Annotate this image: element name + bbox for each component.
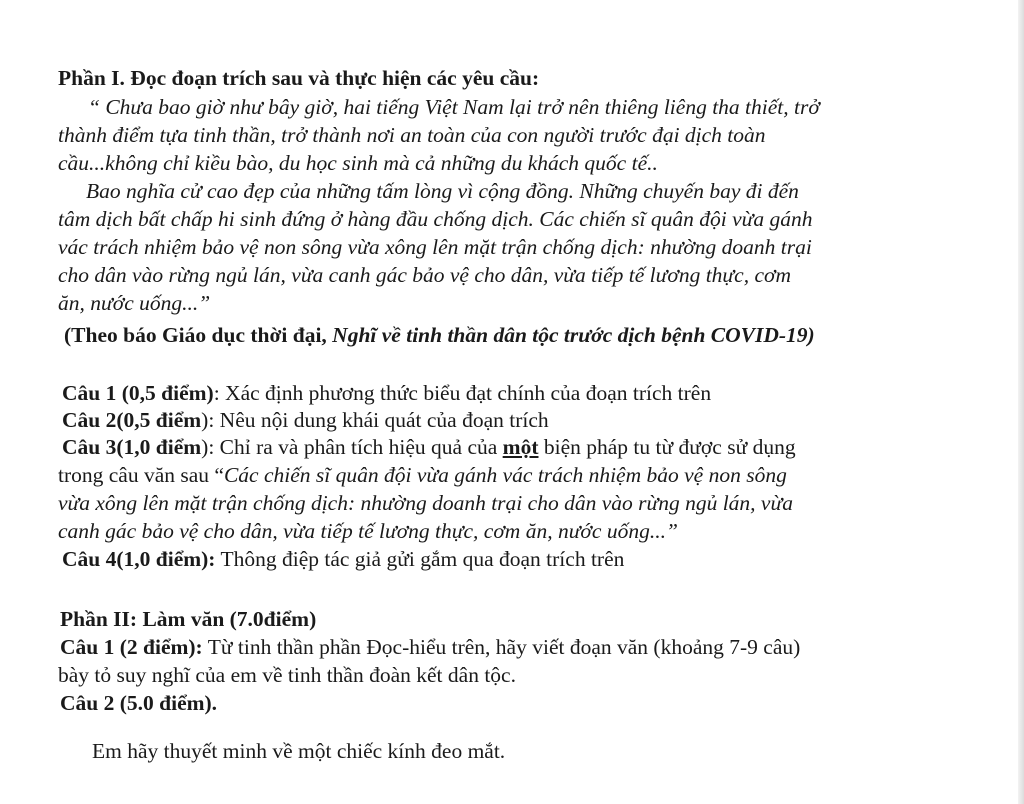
q3-label: Câu 3(1,0 điểm — [62, 435, 202, 459]
q1-label: Câu 1 (0,5 điểm) — [62, 381, 214, 405]
q3-text-a: ): Chỉ ra và phân tích hiệu quả của — [201, 435, 503, 459]
question-2 — [62, 407, 549, 433]
q4-label: Câu 4(1,0 điểm): — [62, 547, 216, 571]
q3-text-b: biện pháp tu từ được sử dụng — [538, 435, 796, 459]
source-prefix: (Theo báo Giáo dục thời đại, — [64, 323, 333, 347]
q3-line-4: canh gác bảo vệ cho dân, vừa tiếp tế lương thực, cơm ăn, nước uống...” — [58, 519, 678, 543]
q2-text: ): Nêu nội dung khái quát của đoạn trích — [201, 408, 549, 432]
question-3 — [62, 434, 796, 460]
passage-line-2: thành điểm tựa tinh thần, trở thành nơi an toàn của con người trước đại dịch toàn — [58, 123, 766, 147]
part2-title: Phần II: Làm văn (7.0điểm) — [60, 607, 317, 631]
q3-line-3: vừa xông lên mặt trận chống dịch: nhường doanh trại cho dân vào rừng ngủ lán, vừa — [58, 491, 793, 515]
passage-line-1: “ Chưa bao giờ như bây giờ, hai tiếng Việt Nam lại trở nên thiêng liêng tha thiết, trở — [88, 95, 820, 119]
page-edge-shadow — [1018, 0, 1024, 804]
q3-line2-intro: trong câu văn sau “ — [58, 463, 224, 487]
q3-emphasis: một — [502, 435, 539, 459]
passage-line-5: tâm dịch bất chấp hi sinh đứng ở hàng đầu chống dịch. Các chiến sĩ quân đội vừa gánh — [58, 207, 813, 231]
source-title: Nghĩ về tinh thần dân tộc trước dịch bệnh COVID-19) — [332, 323, 815, 347]
question-1 — [62, 380, 711, 406]
part2-question-1 — [60, 634, 800, 660]
passage-line-4: Bao nghĩa cử cao đẹp của những tấm lòng vì cộng đồng. Những chuyến bay đi đến — [86, 179, 799, 203]
q3-line2-quote: Các chiến sĩ quân đội vừa gánh vác trách nhiệm bảo vệ non sông — [223, 463, 787, 487]
c1-label: Câu 1 (2 điểm): — [60, 635, 203, 659]
source-citation — [64, 322, 815, 348]
passage-line-6: vác trách nhiệm bảo vệ non sông vừa xông lên mặt trận chống dịch: nhường doanh trại — [58, 235, 812, 259]
passage-line-7: cho dân vào rừng ngủ lán, vừa canh gác bảo vệ cho dân, vừa tiếp tế lương thực, cơm — [58, 263, 791, 287]
q2-label: Câu 2(0,5 điểm — [62, 408, 202, 432]
part1-title: Phần I. Đọc đoạn trích sau và thực hiện các yêu cầu: — [58, 66, 540, 90]
q1-text: : Xác định phương thức biểu đạt chính của đoạn trích trên — [213, 381, 712, 405]
q3-line-2 — [58, 462, 787, 488]
passage-line-3: cầu...không chỉ kiều bào, du học sinh mà cả những du khách quốc tế.. — [58, 151, 658, 175]
passage-line-8: ăn, nước uống...” — [58, 291, 211, 315]
q4-text: Thông điệp tác giả gửi gắm qua đoạn trích trên — [215, 547, 625, 571]
c1-text: Từ tinh thần phần Đọc-hiểu trên, hãy viết đoạn văn (khoảng 7-9 câu) — [202, 635, 801, 659]
c2-prompt: Em hãy thuyết minh về một chiếc kính đeo mắt. — [92, 739, 506, 763]
part2-question-2: Câu 2 (5.0 điểm). — [60, 691, 218, 715]
question-4 — [62, 546, 624, 572]
c1-line-2: bày tỏ suy nghĩ của em về tinh thần đoàn kết dân tộc. — [58, 663, 516, 687]
